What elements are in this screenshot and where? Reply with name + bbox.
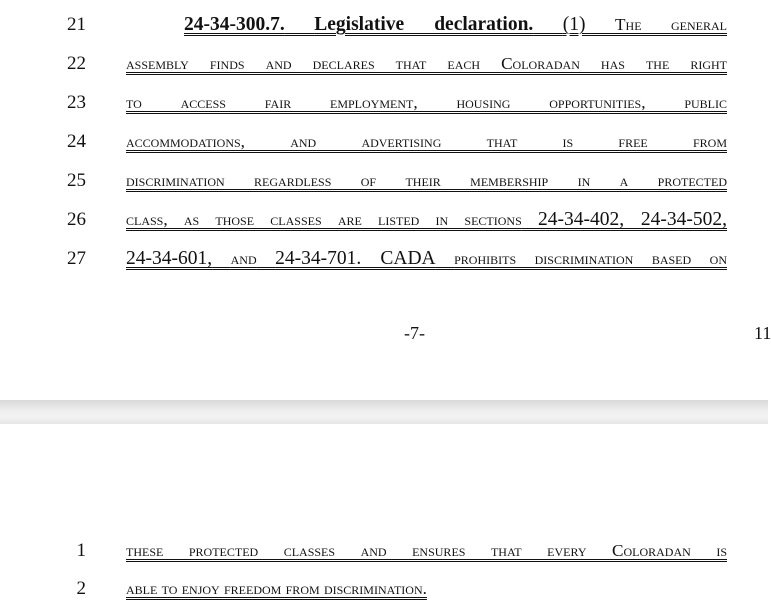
line-text-part: prohibits discrimination based on	[454, 249, 727, 268]
line-number: 23	[67, 92, 86, 113]
line-number: 25	[67, 170, 86, 191]
subsection-marker: (1)	[562, 14, 586, 35]
section-reference-cada: 24-34-701. CADA	[275, 248, 436, 269]
line-number: 26	[67, 209, 86, 230]
line-2	[0, 574, 768, 604]
line-26	[0, 205, 768, 235]
line-22	[0, 49, 768, 79]
page-8	[0, 424, 768, 605]
line-text-part: class, as those classes are listed in sections	[126, 210, 522, 229]
line-text: assembly finds and declares that each Coloradan has the right	[126, 54, 727, 73]
line-number: 27	[67, 248, 86, 269]
line-number: 24	[67, 131, 86, 152]
line-1	[0, 536, 768, 566]
line-text: accommodations, and advertising that is free from	[126, 132, 727, 151]
section-number: 24-34-300.7.	[184, 14, 285, 35]
line-23	[0, 88, 768, 118]
page-number: -7-	[404, 323, 425, 343]
line-text	[126, 205, 727, 235]
line-text: to access fair employment, housing opportunities, public	[126, 93, 727, 112]
section-reference: 24-34-601,	[126, 248, 213, 269]
line-number: 2	[76, 578, 86, 599]
line-text	[126, 10, 727, 40]
line-21	[0, 10, 768, 40]
line-number: 21	[67, 14, 86, 35]
line-text	[126, 244, 727, 274]
bill-number: 11	[754, 323, 771, 343]
line-text-part: and	[230, 249, 257, 268]
line-number: 1	[76, 540, 86, 561]
page-separator	[0, 400, 768, 424]
section-references: 24-34-402, 24-34-502,	[537, 209, 727, 230]
section-heading: Legislative declaration.	[314, 14, 534, 35]
line-text: able to enjoy freedom from discrimination.	[126, 579, 427, 598]
line-text: these protected classes and ensures that every Coloradan is	[126, 541, 727, 560]
line-25	[0, 166, 768, 196]
line-text-rest: The general	[615, 15, 727, 34]
line-27	[0, 244, 768, 274]
line-24	[0, 127, 768, 157]
line-number: 22	[67, 53, 86, 74]
line-text: discrimination regardless of their membership in a protected	[126, 171, 727, 190]
